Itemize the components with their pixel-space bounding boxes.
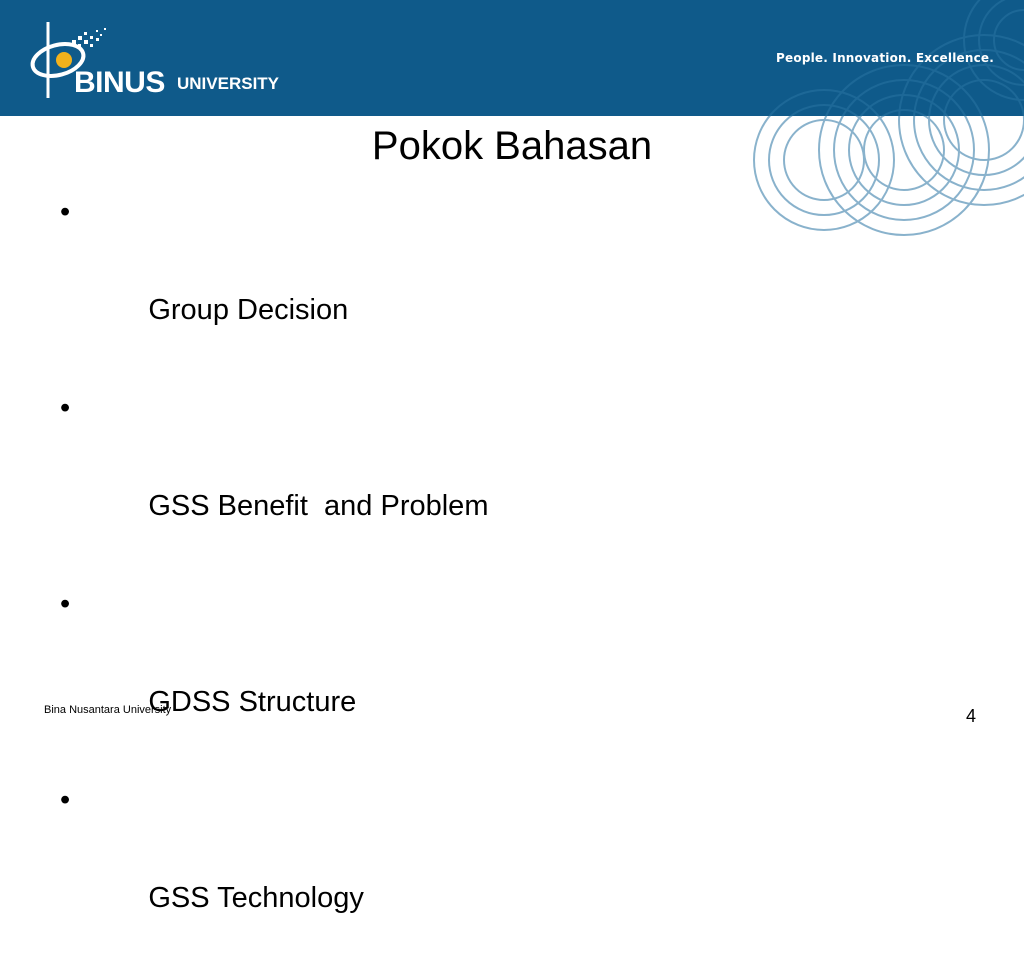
bullet-icon: • [60,588,71,620]
bullet-text: GSS Technology [148,882,364,914]
bullet-item [60,384,488,580]
bullet-list [60,188,488,972]
bullet-icon: • [60,784,71,816]
slide-title: Pokok Bahasan [371,124,653,168]
bullet-text: Group Decision [148,294,349,326]
tagline: People. Innovation. Excellence. [776,51,994,65]
logo-wordmark: BINUS [74,66,165,99]
bullet-icon: • [60,196,71,228]
bullet-item [60,188,488,384]
logo-subtitle: UNIVERSITY [177,74,280,93]
bullet-text: GSS Benefit and Problem [148,490,489,522]
bullet-item [60,580,488,776]
header-banner [0,0,1024,116]
page-number: 4 [965,706,976,726]
bullet-text: GDSS Structure [148,686,357,718]
bullet-item [60,776,488,972]
bullet-icon: • [60,392,71,424]
binus-logo[interactable] [28,18,308,102]
footer-institution: Bina Nusantara University [44,704,172,716]
